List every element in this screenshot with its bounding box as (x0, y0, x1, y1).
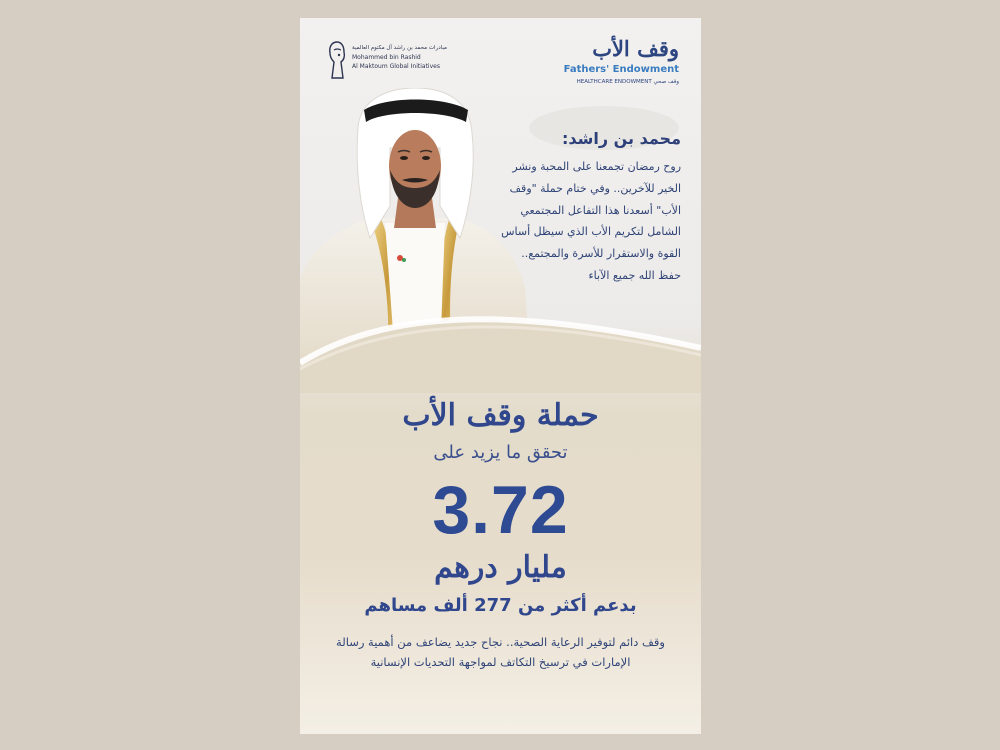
mbr-english-line1: Mohammed bin Rashid (352, 54, 421, 61)
mbr-emblem-icon (326, 40, 348, 80)
mbr-arabic-name: مبادرات محمد بن راشد آل مكتوم العالمية (352, 45, 447, 51)
infographic-card (300, 18, 701, 734)
campaign-title: حملة وقف الأب (402, 398, 599, 433)
fathers-endowment-english: Fathers' Endowment (563, 64, 679, 75)
amount-value: 3.72 (432, 472, 569, 548)
campaign-subtitle: تحقق ما يزيد على (433, 442, 568, 463)
quote-title: محمد بن راشد: (561, 129, 681, 148)
campaign-description: وقف دائم لتوفير الرعاية الصحية.. نجاح جديد يضاعف من أهمية رسالة الإمارات في ترسيخ التكاتف لمواجهة التحديات الإنسانية (336, 635, 665, 669)
fathers-endowment-logo (549, 36, 679, 106)
quote-block (496, 128, 681, 287)
fathers-endowment-arabic: وقف الأب (592, 36, 679, 61)
mbr-initiatives-logo (326, 40, 446, 84)
mbr-logo-text (352, 44, 448, 71)
healthcare-endowment-label: HEALTHCARE ENDOWMENT وقف صحي (576, 79, 679, 85)
mbr-english-line2: Al Maktoum Global Initiatives (352, 63, 440, 70)
decorative-wave (300, 303, 701, 393)
quote-body: روح رمضان تجمعنا على المحبة ونشر الخير للآخرين.. وفي ختام حملة "وقف الأب" أسعدنا هذا التفاعل المجتمعي الشامل لتكريم الأب الذي سيظل أساس القوة والاستقرار للأسرة والمجتمع.. حفظ الله جميع الآباء (501, 160, 681, 282)
amount-unit: مليار درهم (434, 550, 567, 585)
contributors-count: بدعم أكثر من 277 ألف مساهم (364, 595, 637, 616)
